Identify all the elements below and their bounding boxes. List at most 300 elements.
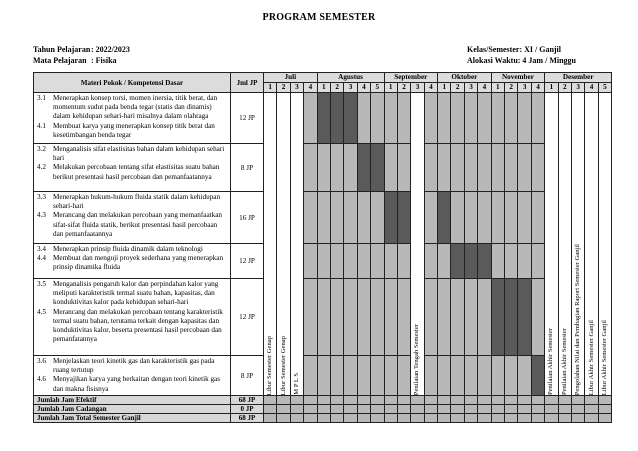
- kd-item: [37, 145, 228, 163]
- week-cell: [491, 405, 504, 414]
- week-cell: [411, 396, 424, 405]
- kd-item: [37, 280, 228, 308]
- week-cell: [505, 144, 518, 192]
- table-row: [34, 279, 612, 356]
- week-cell: [424, 396, 437, 405]
- week-cell: [464, 356, 477, 396]
- week-cell: [518, 279, 531, 356]
- week-cell: [317, 144, 330, 192]
- vertical-label: Penilaian Akhir Semester: [547, 327, 555, 395]
- week-cell: [438, 356, 451, 396]
- week-cell: [317, 396, 330, 405]
- week-cell: [478, 244, 491, 279]
- week-cell: [277, 405, 290, 414]
- week-cell: [424, 144, 437, 192]
- week-cell: [531, 414, 544, 423]
- week-cell: [491, 414, 504, 423]
- week-cell: [464, 93, 477, 144]
- week-cell: [531, 192, 544, 244]
- week-cell: [344, 144, 357, 192]
- meta-value: : 4 Jam / Minggu: [517, 56, 576, 65]
- week-cell: [357, 192, 370, 244]
- week-cell: [330, 244, 343, 279]
- week-cell: [491, 396, 504, 405]
- week-cell: [264, 414, 277, 423]
- header-month: Oktober: [438, 73, 492, 83]
- week-cell: [478, 192, 491, 244]
- week-cell: [384, 356, 397, 396]
- header-week: 2: [277, 83, 290, 93]
- week-cell: [451, 144, 464, 192]
- week-cell: [397, 93, 410, 144]
- materi-cell: [34, 244, 231, 279]
- week-cell: [357, 396, 370, 405]
- week-cell: [464, 279, 477, 356]
- week-cell: [505, 93, 518, 144]
- kd-item: [37, 375, 228, 393]
- header-week: 1: [545, 83, 558, 93]
- vertical-label-cell: [411, 93, 424, 396]
- week-cell: [397, 244, 410, 279]
- week-cell: [344, 93, 357, 144]
- header-week: 5: [598, 83, 611, 93]
- week-cell: [531, 93, 544, 144]
- week-cell: [438, 279, 451, 356]
- week-cell: [558, 405, 571, 414]
- kd-text: Merancang dan melakukan percobaan tentang karakteristik termal suatu bahan, terutama terkait dengan kapasitas dan konduktivitas kalor, beserta presentasi hasil percobaan dan pemanfatannya: [53, 307, 223, 344]
- header-week: 2: [558, 83, 571, 93]
- vertical-label-cell: [264, 93, 277, 396]
- week-cell: [571, 405, 584, 414]
- week-cell: [505, 192, 518, 244]
- week-cell: [397, 414, 410, 423]
- vertical-label: Libur Akhir Semester Ganjil: [600, 319, 608, 395]
- week-cell: [558, 396, 571, 405]
- header-week: 5: [371, 83, 384, 93]
- week-cell: [344, 356, 357, 396]
- vertical-label-cell: [558, 93, 571, 396]
- week-cell: [438, 93, 451, 144]
- week-cell: [451, 93, 464, 144]
- week-cell: [518, 144, 531, 192]
- footer-label: Jumlah Jam Total Semester Ganjil: [34, 414, 231, 423]
- week-cell: [330, 414, 343, 423]
- table-row: [34, 192, 612, 244]
- header-week: 4: [357, 83, 370, 93]
- week-cell: [505, 405, 518, 414]
- week-cell: [371, 144, 384, 192]
- kd-text: Menganalisis sifat elastisitas bahan dalam kehidupan sehari hari: [53, 145, 225, 163]
- vertical-label-cell: [277, 93, 290, 396]
- week-cell: [317, 405, 330, 414]
- week-cell: [357, 93, 370, 144]
- header-week: 1: [264, 83, 277, 93]
- week-cell: [317, 93, 330, 144]
- week-cell: [344, 405, 357, 414]
- week-cell: [438, 405, 451, 414]
- header-week: 2: [451, 83, 464, 93]
- header-jml-jp: Jml JP: [231, 73, 264, 93]
- week-cell: [304, 279, 317, 356]
- week-cell: [384, 244, 397, 279]
- week-cell: [317, 192, 330, 244]
- table-row: [34, 244, 612, 279]
- vertical-label: Penilaian Tengah Semester: [413, 323, 421, 395]
- footer-label: Jumlah Jam Efektif: [34, 396, 231, 405]
- week-cell: [478, 414, 491, 423]
- meta-label: Mata Pelajaran: [33, 56, 87, 65]
- meta-value: : 2022/2023: [91, 45, 130, 54]
- kd-item: [37, 357, 228, 375]
- kd-item: [37, 122, 228, 140]
- footer-value: 68 JP: [231, 414, 264, 423]
- week-cell: [518, 93, 531, 144]
- vertical-label: Penilaian Akhir Semester: [560, 327, 568, 395]
- header-week: 2: [397, 83, 410, 93]
- header-week: 1: [384, 83, 397, 93]
- week-cell: [438, 244, 451, 279]
- week-cell: [424, 356, 437, 396]
- jp-cell: 12 JP: [231, 244, 264, 279]
- vertical-label: M P L S: [292, 373, 300, 395]
- week-cell: [598, 414, 611, 423]
- meta-right: [467, 44, 576, 66]
- week-cell: [545, 405, 558, 414]
- week-cell: [304, 244, 317, 279]
- week-cell: [344, 192, 357, 244]
- week-cell: [531, 144, 544, 192]
- week-cell: [598, 405, 611, 414]
- week-cell: [264, 405, 277, 414]
- week-cell: [451, 414, 464, 423]
- footer-row: [34, 396, 612, 405]
- week-cell: [357, 144, 370, 192]
- footer-value: 0 JP: [231, 405, 264, 414]
- week-cell: [384, 414, 397, 423]
- week-cell: [531, 396, 544, 405]
- week-cell: [491, 356, 504, 396]
- footer-row: [34, 414, 612, 423]
- week-cell: [304, 356, 317, 396]
- week-cell: [505, 356, 518, 396]
- kd-text: Menyajikan karya yang berkaitan dengan teori kinetik gas dan makna fisisnya: [53, 375, 221, 393]
- week-cell: [397, 396, 410, 405]
- footer-value: 68 JP: [231, 396, 264, 405]
- week-cell: [518, 356, 531, 396]
- meta-label: Kelas/Semester: [467, 45, 520, 54]
- week-cell: [491, 244, 504, 279]
- week-cell: [424, 279, 437, 356]
- kd-number: 3.3: [37, 193, 46, 201]
- semester-table: [33, 72, 612, 423]
- week-cell: [344, 414, 357, 423]
- week-cell: [478, 279, 491, 356]
- kd-number: 4.2: [37, 163, 46, 172]
- kd-number: 3.1: [37, 94, 46, 102]
- week-cell: [518, 396, 531, 405]
- week-cell: [505, 279, 518, 356]
- week-cell: [558, 414, 571, 423]
- week-cell: [357, 244, 370, 279]
- header-week: 1: [438, 83, 451, 93]
- meta-value: : Fisika: [91, 56, 117, 65]
- week-cell: [478, 144, 491, 192]
- header-week: 2: [330, 83, 343, 93]
- week-cell: [397, 405, 410, 414]
- week-cell: [371, 414, 384, 423]
- header-materi: Materi Pokok / Kompetensi Dasar: [34, 73, 231, 93]
- week-cell: [478, 405, 491, 414]
- week-cell: [384, 144, 397, 192]
- meta-label: Alokasi Waktu: [467, 56, 518, 65]
- week-cell: [397, 279, 410, 356]
- header-week: 3: [464, 83, 477, 93]
- vertical-label: Libur Semester Genap: [279, 335, 287, 395]
- week-cell: [518, 244, 531, 279]
- week-cell: [277, 414, 290, 423]
- week-cell: [371, 356, 384, 396]
- kd-number: 4.3: [37, 211, 46, 220]
- week-cell: [330, 396, 343, 405]
- kd-number: 3.4: [37, 245, 46, 253]
- week-cell: [277, 396, 290, 405]
- week-cell: [571, 396, 584, 405]
- week-cell: [384, 192, 397, 244]
- kd-item: [37, 308, 228, 345]
- week-cell: [411, 405, 424, 414]
- table-row: [34, 93, 612, 144]
- week-cell: [317, 414, 330, 423]
- materi-cell: [34, 93, 231, 144]
- materi-cell: [34, 192, 231, 244]
- week-cell: [384, 396, 397, 405]
- week-cell: [290, 396, 303, 405]
- kd-text: Menjelaskan teori kinetik gas dan karakteristik gas pada ruang tertutup: [53, 357, 215, 375]
- week-cell: [545, 414, 558, 423]
- week-cell: [371, 244, 384, 279]
- week-cell: [491, 192, 504, 244]
- week-cell: [371, 396, 384, 405]
- vertical-label: Libur Semester Genap: [266, 335, 274, 395]
- week-cell: [330, 144, 343, 192]
- header-week: 4: [304, 83, 317, 93]
- kd-number: 4.1: [37, 121, 46, 130]
- week-cell: [344, 396, 357, 405]
- vertical-label-cell: [598, 93, 611, 396]
- jp-cell: 16 JP: [231, 192, 264, 244]
- week-cell: [424, 93, 437, 144]
- week-cell: [317, 279, 330, 356]
- materi-cell: [34, 279, 231, 356]
- week-cell: [424, 405, 437, 414]
- week-cell: [478, 356, 491, 396]
- week-cell: [505, 414, 518, 423]
- week-cell: [330, 192, 343, 244]
- header-week: 1: [317, 83, 330, 93]
- week-cell: [464, 144, 477, 192]
- kd-text: Merancang dan melakukan percobaan yang memanfaatkan sifat-sifat fluida statik, berikut presentasi hasil percobaan dan pemanfaatannya: [53, 211, 223, 238]
- week-cell: [371, 405, 384, 414]
- vertical-label-cell: [571, 93, 584, 396]
- jp-cell: 12 JP: [231, 279, 264, 356]
- kd-number: 4.5: [37, 307, 46, 316]
- week-cell: [317, 244, 330, 279]
- week-cell: [438, 144, 451, 192]
- week-cell: [424, 192, 437, 244]
- jp-cell: 8 JP: [231, 144, 264, 192]
- vertical-label-cell: [545, 93, 558, 396]
- week-cell: [371, 93, 384, 144]
- week-cell: [384, 405, 397, 414]
- week-cell: [478, 396, 491, 405]
- kd-item: [37, 94, 228, 122]
- header-week: 3: [518, 83, 531, 93]
- week-cell: [464, 244, 477, 279]
- header-week: 4: [531, 83, 544, 93]
- week-cell: [531, 405, 544, 414]
- week-cell: [304, 414, 317, 423]
- kd-text: Menerapkan hukum-hukum fluida statik dalam kehidupan sehari-hari: [53, 193, 221, 211]
- kd-text: Membuat dan menguji proyek sederhana yang menerapkan prinsip dinamika fluida: [53, 254, 224, 272]
- week-cell: [438, 414, 451, 423]
- kd-number: 4.6: [37, 375, 46, 384]
- week-cell: [491, 144, 504, 192]
- week-cell: [371, 192, 384, 244]
- week-cell: [344, 244, 357, 279]
- kd-number: 4.4: [37, 254, 46, 263]
- kd-item: [37, 211, 228, 239]
- week-cell: [451, 192, 464, 244]
- table-row: [34, 356, 612, 396]
- footer-row: [34, 405, 612, 414]
- week-cell: [491, 279, 504, 356]
- kd-number: 3.2: [37, 145, 46, 153]
- week-cell: [330, 356, 343, 396]
- week-cell: [464, 405, 477, 414]
- week-cell: [397, 192, 410, 244]
- week-cell: [397, 356, 410, 396]
- week-cell: [330, 279, 343, 356]
- materi-cell: [34, 144, 231, 192]
- kd-item: [37, 163, 228, 181]
- week-cell: [438, 396, 451, 405]
- week-cell: [304, 144, 317, 192]
- week-cell: [344, 279, 357, 356]
- meta-left: [33, 44, 130, 66]
- week-cell: [451, 279, 464, 356]
- header-month: September: [384, 73, 438, 83]
- week-cell: [505, 396, 518, 405]
- kd-item: [37, 245, 228, 254]
- week-cell: [518, 414, 531, 423]
- week-cell: [424, 414, 437, 423]
- week-cell: [304, 396, 317, 405]
- vertical-label: Pengolahan Nilai dan Pembagian Raport Semester Ganjil: [574, 243, 582, 395]
- header-month: Desember: [545, 73, 612, 83]
- page-title: PROGRAM SEMESTER: [262, 12, 376, 23]
- week-cell: [464, 396, 477, 405]
- week-cell: [397, 144, 410, 192]
- week-cell: [585, 396, 598, 405]
- week-cell: [290, 414, 303, 423]
- header-week: 4: [478, 83, 491, 93]
- week-cell: [357, 405, 370, 414]
- vertical-label-cell: [585, 93, 598, 396]
- week-cell: [518, 405, 531, 414]
- table-row: [34, 144, 612, 192]
- week-cell: [330, 405, 343, 414]
- kd-text: Melakukan percobaan tentang sifat elastisitas suatu bahan berikut presentasi hasil percobaan dan pemanfaatannya: [53, 163, 220, 181]
- week-cell: [585, 414, 598, 423]
- kd-text: Menerapkan konsep torsi, momen inersia, titik berat, dan momentum sudut pada benda tegar (statis dan dinamis) dalam kehidupan sehari-hari misalnya dalam olahraga: [53, 94, 218, 121]
- week-cell: [545, 396, 558, 405]
- week-cell: [330, 93, 343, 144]
- week-cell: [290, 405, 303, 414]
- vertical-label: Libur Akhir Semester Ganjil: [587, 319, 595, 395]
- week-cell: [451, 356, 464, 396]
- header-month: Juli: [264, 73, 318, 83]
- week-cell: [371, 279, 384, 356]
- week-cell: [531, 356, 544, 396]
- week-cell: [518, 192, 531, 244]
- week-cell: [304, 93, 317, 144]
- week-cell: [384, 279, 397, 356]
- week-cell: [317, 356, 330, 396]
- week-cell: [411, 414, 424, 423]
- week-cell: [585, 405, 598, 414]
- week-cell: [451, 396, 464, 405]
- header-week: 1: [491, 83, 504, 93]
- materi-cell: [34, 356, 231, 396]
- week-cell: [424, 244, 437, 279]
- header-week: 4: [424, 83, 437, 93]
- kd-item: [37, 193, 228, 211]
- week-cell: [357, 356, 370, 396]
- week-cell: [571, 414, 584, 423]
- week-cell: [478, 93, 491, 144]
- week-cell: [304, 192, 317, 244]
- week-cell: [304, 405, 317, 414]
- week-cell: [598, 396, 611, 405]
- meta-label: Tahun Pelajaran: [33, 45, 91, 54]
- week-cell: [505, 244, 518, 279]
- vertical-label-cell: [290, 93, 303, 396]
- kd-item: [37, 254, 228, 272]
- jp-cell: 12 JP: [231, 93, 264, 144]
- week-cell: [491, 93, 504, 144]
- week-cell: [357, 414, 370, 423]
- footer-label: Jumlah Jam Cadangan: [34, 405, 231, 414]
- kd-text: Menerapkan prinsip fluida dinamik dalam teknologi: [53, 245, 203, 253]
- header-week: 3: [411, 83, 424, 93]
- week-cell: [264, 396, 277, 405]
- kd-number: 3.6: [37, 357, 46, 365]
- week-cell: [464, 414, 477, 423]
- header-month: November: [491, 73, 545, 83]
- kd-text: Menganalisis pengaruh kalor dan perpindahan kalor yang meliputi karakteristik termal suatu bahan, kapasitas, dan konduktivitas kalor pada kehidupan sehari-hari: [53, 280, 219, 307]
- week-cell: [438, 192, 451, 244]
- jp-cell: 8 JP: [231, 356, 264, 396]
- header-week: 4: [585, 83, 598, 93]
- kd-number: 3.5: [37, 280, 46, 288]
- week-cell: [384, 93, 397, 144]
- meta-value: : XI / Ganjil: [519, 45, 561, 54]
- kd-text: Membuat karya yang menerapkan konsep titik berat dan kesetimbangan benda tegar: [53, 121, 215, 139]
- header-week: 3: [290, 83, 303, 93]
- header-week: 2: [505, 83, 518, 93]
- week-cell: [531, 279, 544, 356]
- week-cell: [531, 244, 544, 279]
